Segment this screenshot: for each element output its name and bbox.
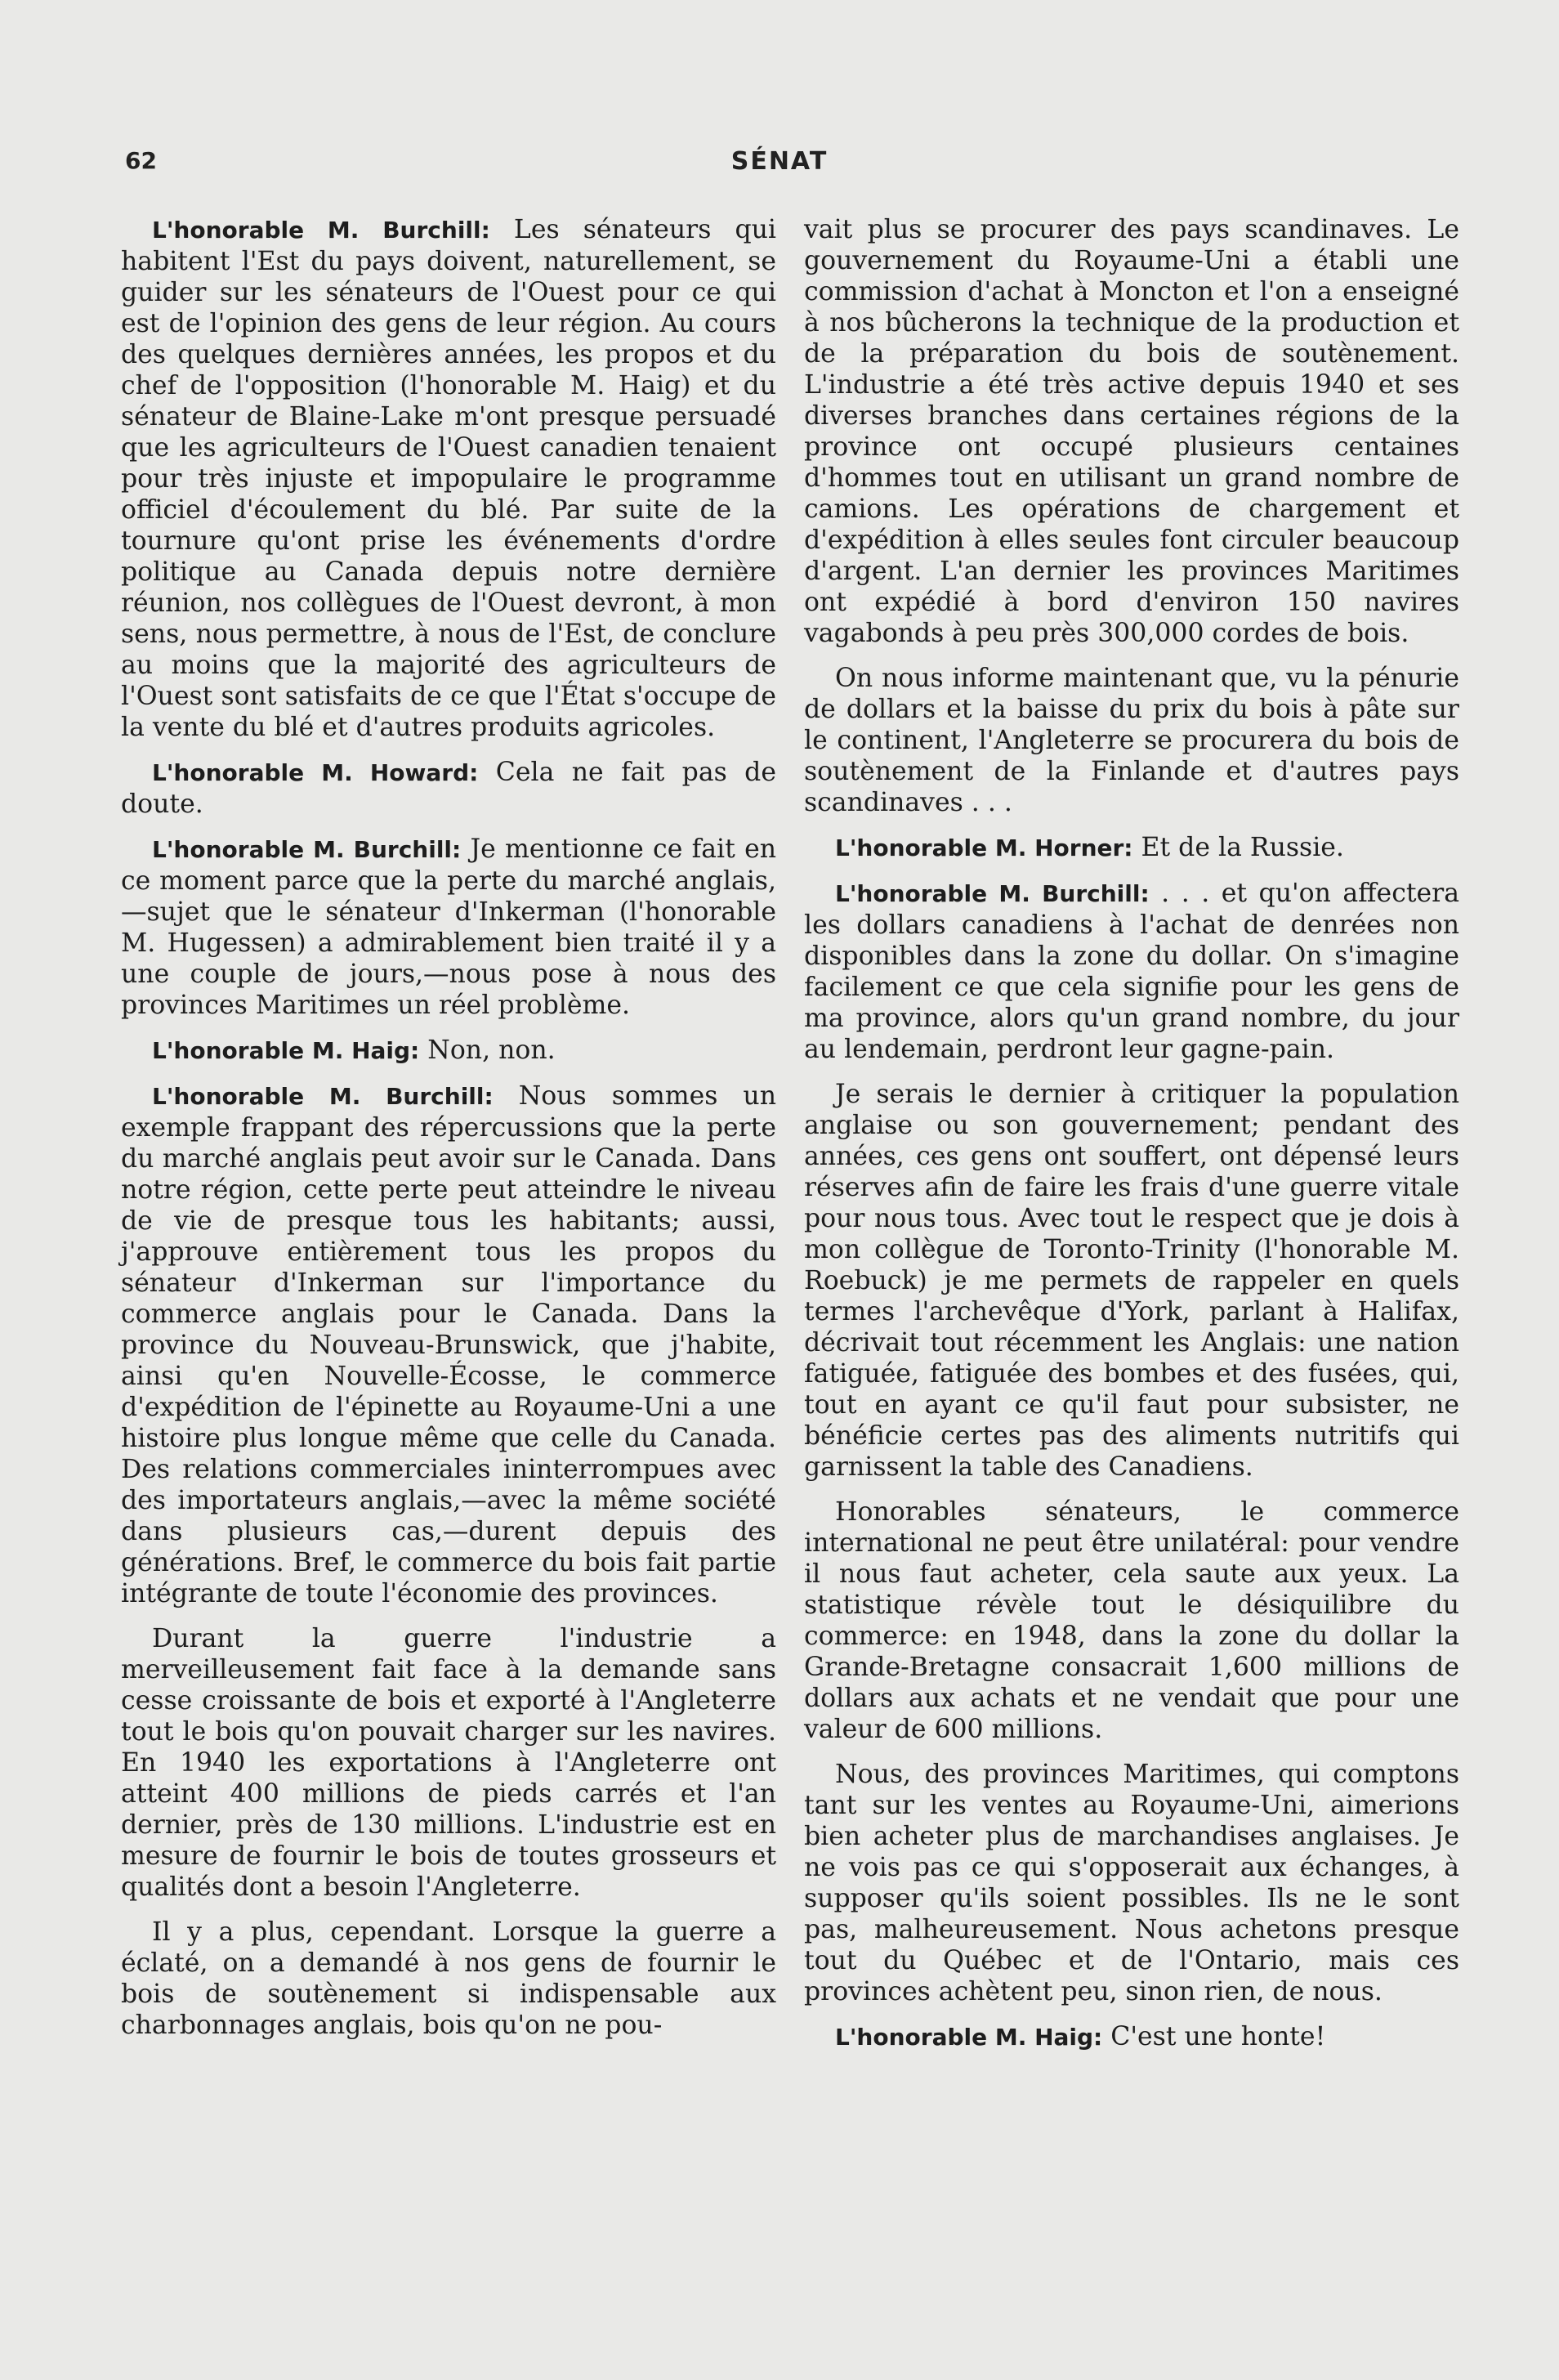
right-column [804,214,1459,2067]
paragraph-text: C'est une honte! [1102,2022,1326,2051]
speaker-name: L'honorable M. Burchill: [152,836,462,863]
paragraph [121,1035,776,1067]
paragraph-text: Non, non. [419,1036,556,1065]
paragraph-text: Je mentionne ce fait en ce moment parce que la perte du marché anglais,—sujet que le sénateur d'Inkerman (l'honorable M. Hugessen) a admirablement bien traité il y a une couple de jours,—nous pose à nous des provinces Maritimes un réel problème. [121,834,776,1020]
paragraph [121,1917,776,2041]
paragraph [804,2021,1459,2053]
paragraph [804,1079,1459,1483]
paragraph-text: Durant la guerre l'industrie a merveilleusement fait face à la demande sans cesse croissante de bois et exporté à l'Angleterre tout le bois qu'on pouvait charger sur les navires. En 1940 les exportations à l'Angleterre ont atteint 400 millions de pieds carrés et l'an dernier, près de 130 millions. L'industrie est en mesure de fournir le bois de toutes grosseurs et qualités dont a besoin l'Angleterre. [121,1624,776,1902]
paragraph-text: Il y a plus, cependant. Lorsque la guerre a éclaté, on a demandé à nos gens de fournir le bois de soutènement si indispensable aux charbonnages anglais, bois qu'on ne pou- [121,1917,776,2040]
paragraph-text: Honorables sénateurs, le commerce international ne peut être unilatéral: pour vendre il nous faut acheter, cela saute aux yeux. La statistique révèle tout le désiquilibre du commerce: en 1948, dans la zone du dollar la Grande-Bretagne consacrait 1,600 millions de dollars aux achats et ne vendait que pour une valeur de 600 millions. [804,1497,1459,1744]
paragraph [121,834,776,1021]
paragraph-text: Nous sommes un exemple frappant des répercussions que la perte du marché anglais peut avoir sur le Canada. Dans notre région, cette perte peut atteindre le niveau de vie de presque tous les habitants; aussi, j'approuve entièrement tous les propos du sénateur d'Inkerman sur l'importance du commerce anglais pour le Canada. Dans la province du Nouveau-Brunswick, que j'habite, ainsi qu'en Nouvelle-Écosse, le commerce d'expédition de l'épinette au Royaume-Uni a une histoire plus longue même que celle du Canada. Des relations commerciales ininterrompues avec des importateurs anglais,—avec la même société dans plusieurs cas,—durent depuis des générations. Bref, le commerce du bois fait partie intégrante de toute l'économie des provinces. [121,1081,776,1608]
speaker-name: L'honorable M. Howard: [152,759,479,786]
page-number: 62 [125,147,157,174]
speaker-name: L'honorable M. Haig: [835,2024,1103,2051]
paragraph [121,1623,776,1903]
paragraph [121,214,776,743]
speaker-name: L'honorable M. Burchill: [152,1083,494,1110]
paragraph-text: Nous, des provinces Maritimes, qui comptons tant sur les ventes au Royaume-Uni, aimerions bien acheter plus de marchandises anglaises. Je ne vois pas ce qui s'opposerait aux échanges, à supposer qu'ils soient possibles. Ils ne le sont pas, malheureusement. Nous achetons presque tout du Québec et de l'Ontario, mais ces provinces achètent peu, sinon rien, de nous. [804,1760,1459,2006]
paragraph-text: Les sénateurs qui habitent l'Est du pays doivent, naturellement, se guider sur les sénateurs de l'Ouest pour ce qui est de l'opinion des gens de leur région. Au cours des quelques dernières années, les propos et du chef de l'opposition (l'honorable M. Haig) et du sénateur de Blaine-Lake m'ont presque persuadé que les agriculteurs de l'Ouest canadien tenaient pour très injuste et impopulaire le programme officiel d'écoulement du blé. Par suite de la tournure qu'ont prise les événements d'ordre politique au Canada depuis notre dernière réunion, nos collègues de l'Ouest devront, à mon sens, nous permettre, à nous de l'Est, de conclure au moins que la majorité des agriculteurs de l'Ouest sont satisfaits de ce que l'État s'occupe de la vente du blé et d'autres produits agricoles. [121,215,776,742]
speaker-name: L'honorable M. Burchill: [152,217,490,244]
left-column [121,214,776,2055]
paragraph [804,663,1459,818]
paragraph [804,214,1459,649]
paragraph-text: Et de la Russie. [1132,833,1344,862]
speaker-name: L'honorable M. Horner: [835,834,1133,861]
speaker-name: L'honorable M. Haig: [152,1037,420,1064]
paragraph [804,1496,1459,1745]
page-title: SÉNAT [730,147,829,176]
paragraph-text: . . . et qu'on affectera les dollars canadiens à l'achat de denrées non disponibles dans la zone du dollar. On s'imagine facilement ce que cela signifie pour les gens de ma province, alors qu'un grand nombre, du jour au lendemain, perdront leur gagne-pain. [804,879,1459,1064]
paragraph [804,1759,1459,2007]
paragraph-text: Cela ne fait pas de doute. [121,758,776,819]
paragraph-text: Je serais le dernier à critiquer la population anglaise ou son gouvernement; pendant des années, ces gens ont souffert, ont dépensé leurs réserves afin de faire les frais d'une guerre vitale pour nous tous. Avec tout le respect que je dois à mon collègue de Toronto-Trinity (l'honorable M. Roebuck) je me permets de rappeler en quels termes l'archevêque d'York, parlant à Halifax, décrivait tout récemment les Anglais: une nation fatiguée, fatiguée des bombes et des fusées, qui, tout en ayant ce qu'il faut pour subsister, ne bénéficie certes pas des aliments nutritifs qui garnissent la table des Canadiens. [804,1080,1459,1482]
paragraph [804,878,1459,1065]
speaker-name: L'honorable M. Burchill: [835,880,1150,907]
paragraph [121,757,776,820]
paragraph-text: On nous informe maintenant que, vu la pénurie de dollars et la baisse du prix du bois à pâte sur le continent, l'Angleterre se procurera du bois de soutènement de la Finlande et d'autres pays scandinaves . . . [804,664,1459,817]
paragraph-text: vait plus se procurer des pays scandinaves. Le gouvernement du Royaume-Uni a établi une commission d'achat à Moncton et l'on a enseigné à nos bûcherons la technique de la production et de la préparation du bois de soutènement. L'industrie a été très active depuis 1940 et ses diverses branches dans certaines régions de la province ont occupé plusieurs centaines d'hommes tout en utilisant un grand nombre de camions. Les opérations de chargement et d'expédition à elles seules font circuler beaucoup d'argent. L'an dernier les provinces Maritimes ont expédié à bord d'environ 150 navires vagabonds à peu près 300,000 cordes de bois. [804,215,1459,648]
paragraph [121,1080,776,1609]
paragraph [804,832,1459,864]
